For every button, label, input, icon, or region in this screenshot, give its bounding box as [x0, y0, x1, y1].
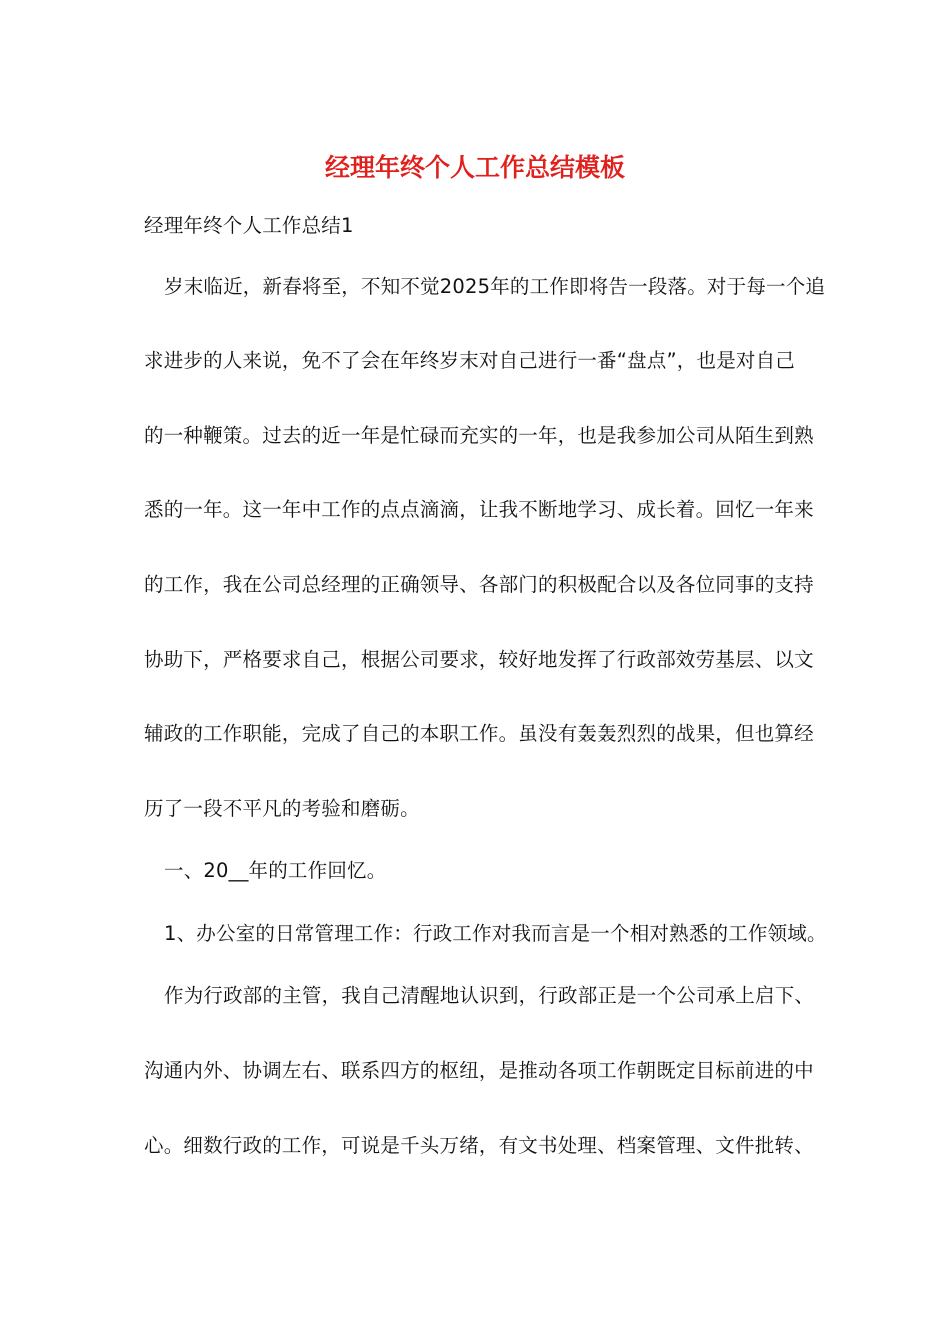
paragraph-line: 沟通内外、协调左右、联系四方的枢纽，是推动各项工作朝既定目标前进的中: [144, 1059, 814, 1082]
paragraph-line: 的工作，我在公司总经理的正确领导、各部门的积极配合以及各位同事的支持: [144, 573, 814, 596]
section-heading: 一、20__年的工作回忆。: [164, 859, 387, 882]
paragraph-line: 协助下，严格要求自己，根据公司要求，较好地发挥了行政部效劳基层、以文: [144, 648, 814, 671]
paragraph-line: 1、办公室的日常管理工作：行政工作对我而言是一个相对熟悉的工作领域。: [164, 922, 827, 945]
document-title: 经理年终个人工作总结模板: [324, 153, 625, 182]
paragraph-line: 的一种鞭策。过去的近一年是忙碌而充实的一年，也是我参加公司从陌生到熟: [144, 424, 814, 447]
paragraph-line: 心。细数行政的工作，可说是千头万绪，有文书处理、档案管理、文件批转、: [144, 1134, 814, 1157]
paragraph-line: 求进步的人来说，免不了会在年终岁末对自己进行一番“盘点”，也是对自己: [144, 349, 796, 372]
paragraph-line: 岁末临近，新春将至，不知不觉2025年的工作即将告一段落。对于每一个追: [164, 275, 826, 298]
paragraph-line: 辅政的工作职能，完成了自己的本职工作。虽没有轰轰烈烈的战果，但也算经: [144, 722, 814, 745]
paragraph-line: 历了一段不平凡的考验和磨砺。: [144, 797, 420, 820]
paragraph-line: 悉的一年。这一年中工作的点点滴滴，让我不断地学习、成长着。回忆一年来: [144, 498, 814, 521]
paragraph-line: 作为行政部的主管，我自己清醒地认识到，行政部正是一个公司承上启下、: [164, 984, 815, 1007]
section-heading: 经理年终个人工作总结1: [144, 214, 354, 237]
